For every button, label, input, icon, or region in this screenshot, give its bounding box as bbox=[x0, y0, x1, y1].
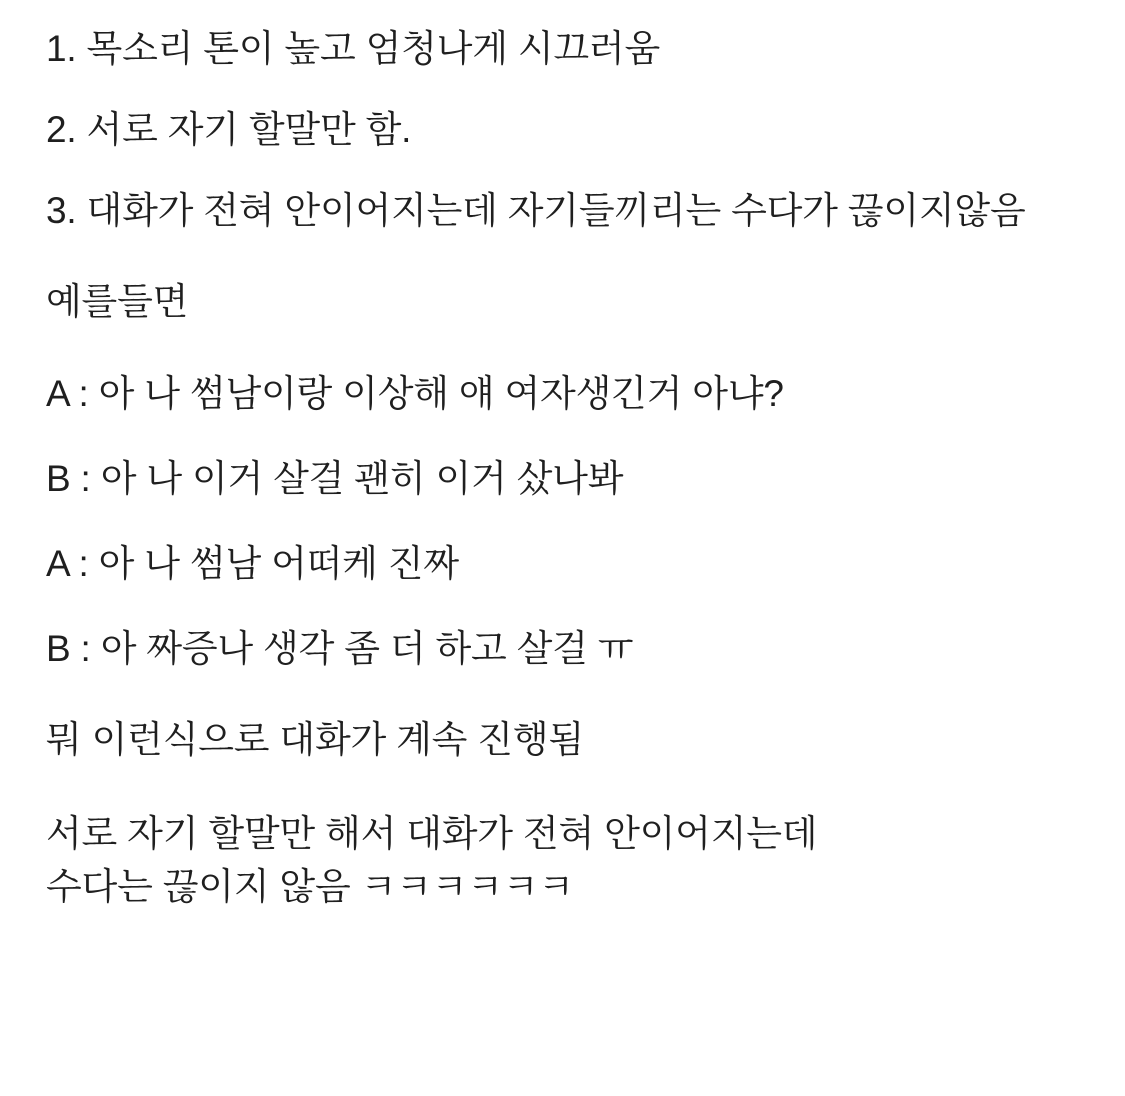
dialog-line-b-1: B : 아 나 이거 살걸 괜히 이거 샀나봐 bbox=[46, 457, 624, 499]
dialog-line-a-1: A : 아 나 썸남이랑 이상해 얘 여자생긴거 아냐? bbox=[46, 372, 784, 414]
closing-line-1: 서로 자기 할말만 해서 대화가 전혀 안이어지는데 bbox=[46, 813, 818, 855]
closing-block bbox=[46, 808, 1085, 912]
list-item-3: 3. 대화가 전혀 안이어지는데 자기들끼리는 수다가 끊이지않음 bbox=[46, 190, 1026, 232]
list-item-1: 1. 목소리 톤이 높고 엄청나게 시끄러움 bbox=[46, 28, 660, 69]
example-intro: 예를들면 bbox=[46, 281, 189, 323]
closing-line-2: 수다는 끊이지 않음 ㅋㅋㅋㅋㅋㅋ bbox=[46, 866, 574, 908]
dialog-line-b-2: B : 아 짜증나 생각 좀 더 하고 살걸 ㅠ bbox=[46, 627, 634, 669]
summary-line: 뭐 이런식으로 대화가 계속 진행됨 bbox=[46, 719, 584, 760]
dialog-line-a-2: A : 아 나 썸남 어떠케 진짜 bbox=[46, 542, 459, 584]
list-item-2: 2. 서로 자기 할말만 함. bbox=[46, 109, 412, 151]
